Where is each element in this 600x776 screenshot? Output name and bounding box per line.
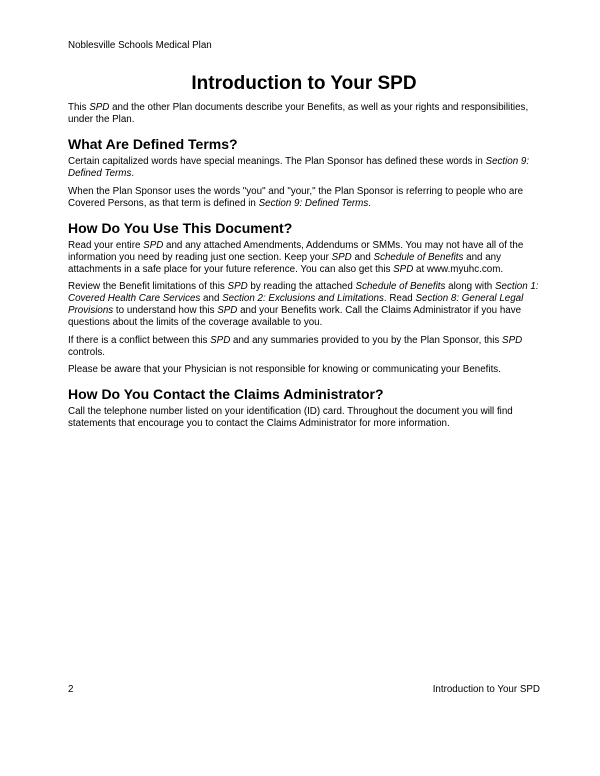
italic-text-run: SPD	[143, 239, 164, 251]
footer-section-title: Introduction to Your SPD	[432, 684, 540, 695]
text-run: and your Benefits work. Call the Claims Administrator if you have questions about the limits of the coverage available to you.	[68, 305, 522, 328]
paragraph	[68, 156, 540, 180]
text-run: to understand how this	[113, 305, 218, 316]
paragraph	[68, 102, 540, 126]
italic-text-run: SPD	[210, 334, 231, 346]
text-run: Read your entire	[68, 239, 144, 251]
paragraph	[68, 406, 540, 430]
text-run: controls.	[68, 346, 106, 358]
section-heading: What Are Defined Terms?	[68, 136, 238, 152]
text-run: When the Plan Sponsor uses the words "you" and "your," the Plan Sponsor is referring to people who are Covered Persons, as that term is defined in	[68, 185, 524, 209]
text-run: If there is a conflict between this	[68, 334, 211, 346]
italic-text-run: Section 8: General Legal Provisions	[68, 293, 524, 316]
text-run: at www.myuhc.com.	[413, 263, 504, 275]
text-run: .	[368, 197, 371, 209]
paragraph	[68, 335, 540, 359]
text-run: and any attachments in a safe place for your future reference. You can also get this	[68, 251, 502, 275]
page-title: Introduction to Your SPD	[191, 73, 417, 94]
italic-text-run: Section 9: Defined Terms	[68, 156, 530, 179]
paragraph	[68, 240, 540, 276]
text-run: Review the Benefit limitations of this	[68, 281, 228, 292]
italic-text-run: SPD	[217, 305, 238, 316]
text-run: and any summaries provided to you by the Plan Sponsor, this	[230, 334, 503, 346]
text-run: along with	[445, 281, 495, 292]
italic-text-run: SPD	[502, 334, 523, 346]
page-number: 2	[68, 684, 74, 695]
text-run: Please be aware that your Physician is not responsible for knowing or communicating your Benefits.	[68, 364, 501, 375]
italic-text-run: Schedule of Benefits	[355, 281, 446, 292]
text-run: and any attached Amendments, Addendums or SMMs. You may not have all of the information you need by reading just one section. Keep your	[68, 239, 524, 263]
text-run: Certain capitalized words have special meanings. The Plan Sponsor has defined these words in	[68, 156, 486, 167]
italic-text-run: Schedule of Benefits	[373, 251, 464, 263]
section-heading: How Do You Use This Document?	[68, 219, 293, 236]
italic-text-run: SPD	[331, 251, 352, 263]
italic-text-run: SPD	[393, 263, 414, 275]
text-run: by reading the attached	[247, 281, 356, 292]
italic-text-run: SPD	[227, 281, 248, 292]
text-run: This	[68, 102, 90, 113]
italic-text-run: Section 9: Defined Terms	[258, 197, 369, 209]
text-run: and the other Plan documents describe your Benefits, as well as your rights and responsibilities, under the Plan.	[68, 102, 529, 125]
text-run: Call the telephone number listed on your identification (ID) card. Throughout the document you will find statements that encourage you to contact the Claims Administrator for more information.	[68, 406, 513, 429]
paragraph	[68, 186, 540, 210]
running-header: Noblesville Schools Medical Plan	[68, 40, 212, 51]
section-heading: How Do You Contact the Claims Administrator?	[68, 386, 384, 402]
text-run: . Read	[383, 293, 416, 304]
paragraph	[68, 364, 540, 376]
page-footer	[68, 684, 540, 696]
text-run: and	[200, 293, 223, 304]
text-run: and	[351, 251, 374, 263]
text-run: .	[131, 168, 135, 179]
paragraph	[68, 281, 540, 329]
italic-text-run: SPD	[89, 102, 110, 113]
document-body	[68, 102, 540, 430]
italic-text-run: Section 2: Exclusions and Limitations	[222, 293, 384, 304]
italic-text-run: Section 1: Covered Health Care Services	[68, 281, 539, 304]
